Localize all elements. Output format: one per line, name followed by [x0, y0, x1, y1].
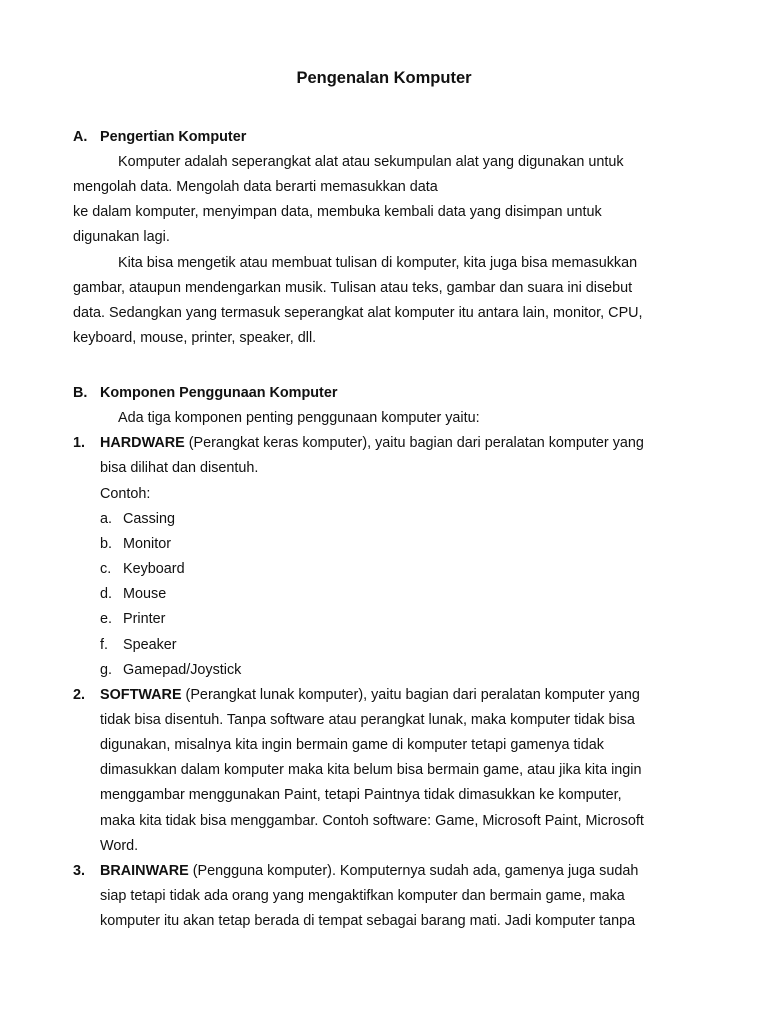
- paragraph-line: keyboard, mouse, printer, speaker, dll.: [73, 330, 317, 346]
- item-1-desc: (Perangkat keras komputer), yaitu bagian dari peralatan komputer yang: [184, 435, 644, 451]
- example-letter: e.: [100, 611, 113, 627]
- item-3-desc: (Pengguna komputer). Komputernya sudah ada, gamenya juga sudah: [188, 863, 639, 879]
- paragraph-line: maka kita tidak bisa menggambar. Contoh software: Game, Microsoft Paint, Microsoft: [100, 813, 644, 829]
- paragraph-line: mengolah data. Mengolah data berarti memasukkan data: [73, 179, 438, 195]
- example-item: Monitor: [123, 536, 171, 552]
- section-b-marker: B.: [73, 385, 88, 401]
- paragraph-line: tidak bisa disentuh. Tanpa software atau perangkat lunak, maka komputer tidak bisa: [100, 712, 635, 728]
- paragraph-line: menggambar menggunakan Paint, tetapi Paintnya tidak dimasukkan ke komputer,: [100, 787, 622, 803]
- example-letter: a.: [100, 511, 113, 527]
- example-item: Printer: [123, 611, 166, 627]
- item-1-line-2: bisa dilihat dan disentuh.: [100, 460, 259, 476]
- example-letter: f.: [100, 637, 108, 653]
- example-item: Cassing: [123, 511, 175, 527]
- item-1-marker: 1.: [73, 435, 86, 451]
- paragraph-line: Kita bisa mengetik atau membuat tulisan di komputer, kita juga bisa memasukkan: [118, 255, 638, 271]
- paragraph-line: gambar, ataupun mendengarkan musik. Tulisan atau teks, gambar dan suara ini disebut: [73, 280, 633, 296]
- item-1-line: [100, 434, 644, 452]
- paragraph-line: siap tetapi tidak ada orang yang mengaktifkan komputer dan bermain game, maka: [100, 888, 625, 904]
- section-b-heading: Komponen Penggunaan Komputer: [100, 385, 338, 401]
- item-2-marker: 2.: [73, 687, 86, 703]
- item-2-line: [100, 686, 640, 704]
- example-letter: b.: [100, 536, 113, 552]
- item-1-contoh: Contoh:: [100, 486, 151, 502]
- item-1-term: HARDWARE: [100, 435, 185, 451]
- paragraph-line: data. Sedangkan yang termasuk seperangkat alat komputer itu antara lain, monitor, CPU,: [73, 305, 643, 321]
- example-item: Mouse: [123, 586, 167, 602]
- item-3-term: BRAINWARE: [100, 863, 189, 879]
- item-2-desc: (Perangkat lunak komputer), yaitu bagian dari peralatan komputer yang: [181, 687, 640, 703]
- section-b-intro: Ada tiga komponen penting penggunaan komputer yaitu:: [118, 410, 480, 426]
- section-a-marker: A.: [73, 129, 88, 145]
- example-letter: c.: [100, 561, 112, 577]
- example-item: Keyboard: [123, 561, 185, 577]
- paragraph-line: digunakan, misalnya kita ingin bermain game di komputer tetapi gamenya tidak: [100, 737, 604, 753]
- page-title: Pengenalan Komputer: [296, 69, 472, 87]
- paragraph-line: Komputer adalah seperangkat alat atau sekumpulan alat yang digunakan untuk: [118, 154, 624, 170]
- item-3-marker: 3.: [73, 863, 86, 879]
- paragraph-line: komputer itu akan tetap berada di tempat sebagai barang mati. Jadi komputer tanpa: [100, 913, 636, 929]
- item-2-term: SOFTWARE: [100, 687, 182, 703]
- paragraph-line: digunakan lagi.: [73, 229, 170, 245]
- example-letter: d.: [100, 586, 113, 602]
- example-item: Gamepad/Joystick: [123, 662, 242, 678]
- example-item: Speaker: [123, 637, 177, 653]
- example-letter: g.: [100, 662, 113, 678]
- paragraph-line: dimasukkan dalam komputer maka kita belum bisa bermain game, atau jika kita ingin: [100, 762, 642, 778]
- item-3-line: [100, 862, 638, 880]
- section-a-heading: Pengertian Komputer: [100, 129, 247, 145]
- paragraph-line: ke dalam komputer, menyimpan data, membuka kembali data yang disimpan untuk: [73, 204, 602, 220]
- paragraph-line: Word.: [100, 838, 139, 854]
